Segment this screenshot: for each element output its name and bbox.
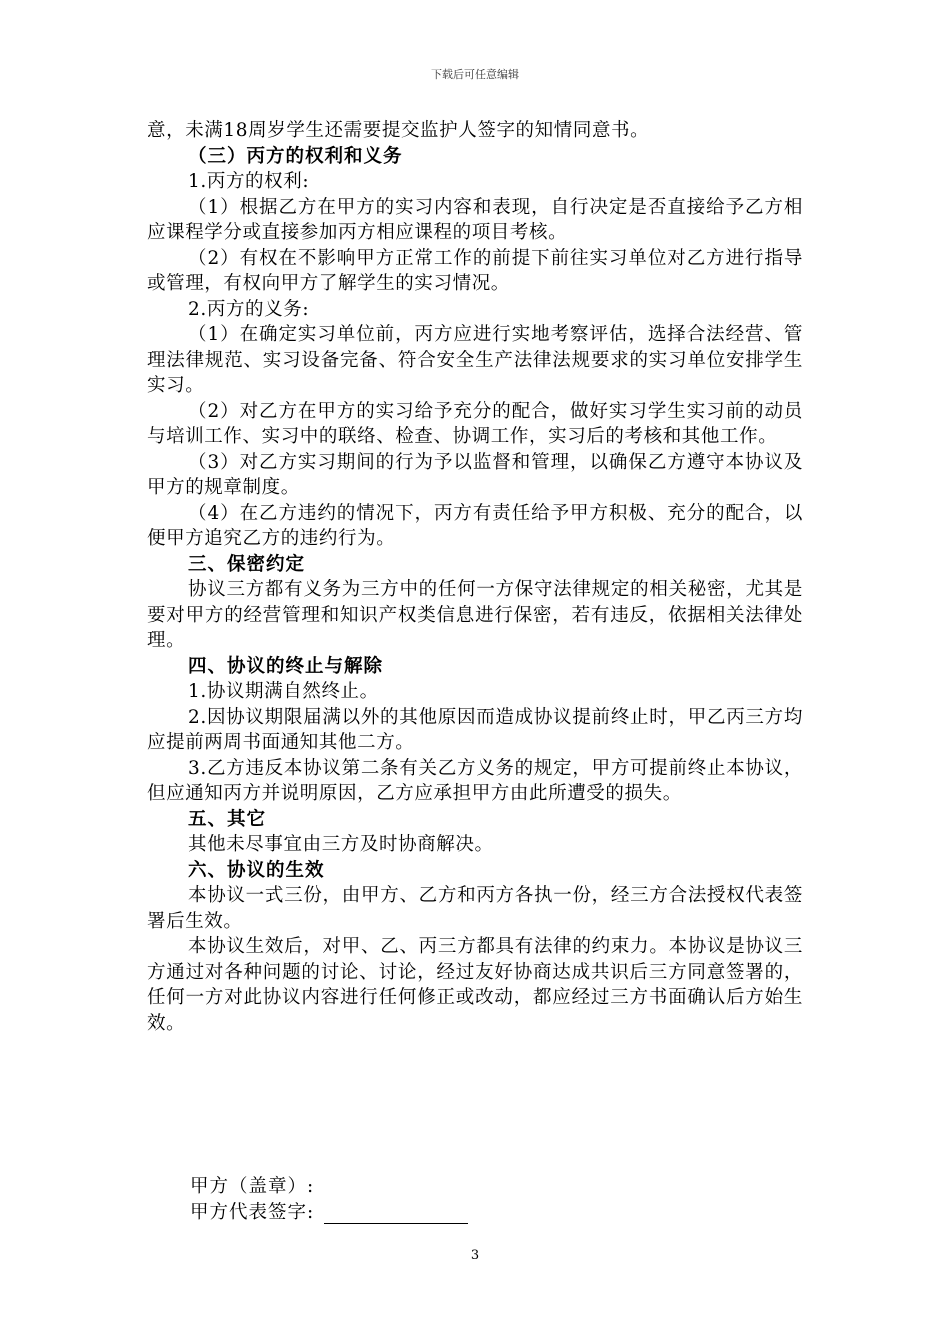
section-heading: 四、协议的终止与解除: [188, 655, 384, 677]
section-heading: 五、其它: [188, 808, 267, 830]
paragraph: 2.丙方的义务:: [188, 298, 310, 320]
paragraph: （1）在确定实习单位前，丙方应进行实地考察评估，选择合法经营、管理法律规范、实习设备完备、符合安全生产法律法规要求的实习单位安排学生实习。: [147, 324, 803, 396]
paragraph: 2.因协议期限届满以外的其他原因而造成协议提前终止时，甲乙丙三方均应提前两周书面通知其他二方。: [147, 706, 803, 753]
paragraph: （3）对乙方实习期间的行为予以监督和管理，以确保乙方遵守本协议及甲方的规章制度。: [147, 451, 803, 498]
paragraph: （4）在乙方违约的情况下，丙方有责任给予甲方积极、充分的配合，以便甲方追究乙方的违约行为。: [147, 502, 803, 549]
paragraph: 3.乙方违反本协议第二条有关乙方义务的规定，甲方可提前终止本协议，但应通知丙方并说明原因，乙方应承担甲方由此所遭受的损失。: [147, 757, 803, 804]
page-header: 下载后可任意编辑: [431, 68, 519, 81]
section-heading: 三、保密约定: [188, 553, 306, 575]
paragraph: 其他未尽事宜由三方及时协商解决。: [188, 834, 494, 855]
paragraph: 1.协议期满自然终止。: [188, 681, 379, 702]
signature-line: [324, 1205, 468, 1224]
paragraph: （2）有权在不影响甲方正常工作的前提下前往实习单位对乙方进行指导或管理，有权向甲方了解学生的实习情况。: [147, 247, 803, 294]
party-a-rep-label: 甲方代表签字:: [190, 1202, 315, 1223]
section-heading: 六、协议的生效: [188, 859, 325, 881]
section-heading: （三）丙方的权利和义务: [188, 145, 403, 167]
paragraph: 本协议生效后，对甲、乙、丙三方都具有法律的约束力。本协议是协议三方通过对各种问题的讨论、讨论，经过友好协商达成共识后三方同意签署的，任何一方对此协议内容进行任何修正或改动，都应经过三方书面确认后方始生效。: [147, 936, 803, 1034]
party-a-seal-label: 甲方（盖章）:: [190, 1176, 315, 1197]
paragraph: （2）对乙方在甲方的实习给予充分的配合，做好实习学生实习前的动员与培训工作、实习中的联络、检查、协调工作，实习后的考核和其他工作。: [147, 400, 803, 447]
page-number: 3: [470, 1248, 480, 1263]
paragraph: 意，未满18周岁学生还需要提交监护人签字的知情同意书。: [147, 120, 650, 141]
document-body: [147, 118, 803, 1036]
paragraph: （1）根据乙方在甲方的实习内容和表现，自行决定是否直接给予乙方相应课程学分或直接参加丙方相应课程的项目考核。: [147, 196, 803, 243]
paragraph: 1.丙方的权利:: [188, 171, 310, 192]
paragraph: 协议三方都有义务为三方中的任何一方保守法律规定的相关秘密，尤其是要对甲方的经营管理和知识产权类信息进行保密，若有违反，依据相关法律处理。: [147, 579, 803, 651]
paragraph: 本协议一式三份，由甲方、乙方和丙方各执一份，经三方合法授权代表签署后生效。: [147, 885, 803, 932]
party-a-signature-row: [190, 1198, 468, 1224]
